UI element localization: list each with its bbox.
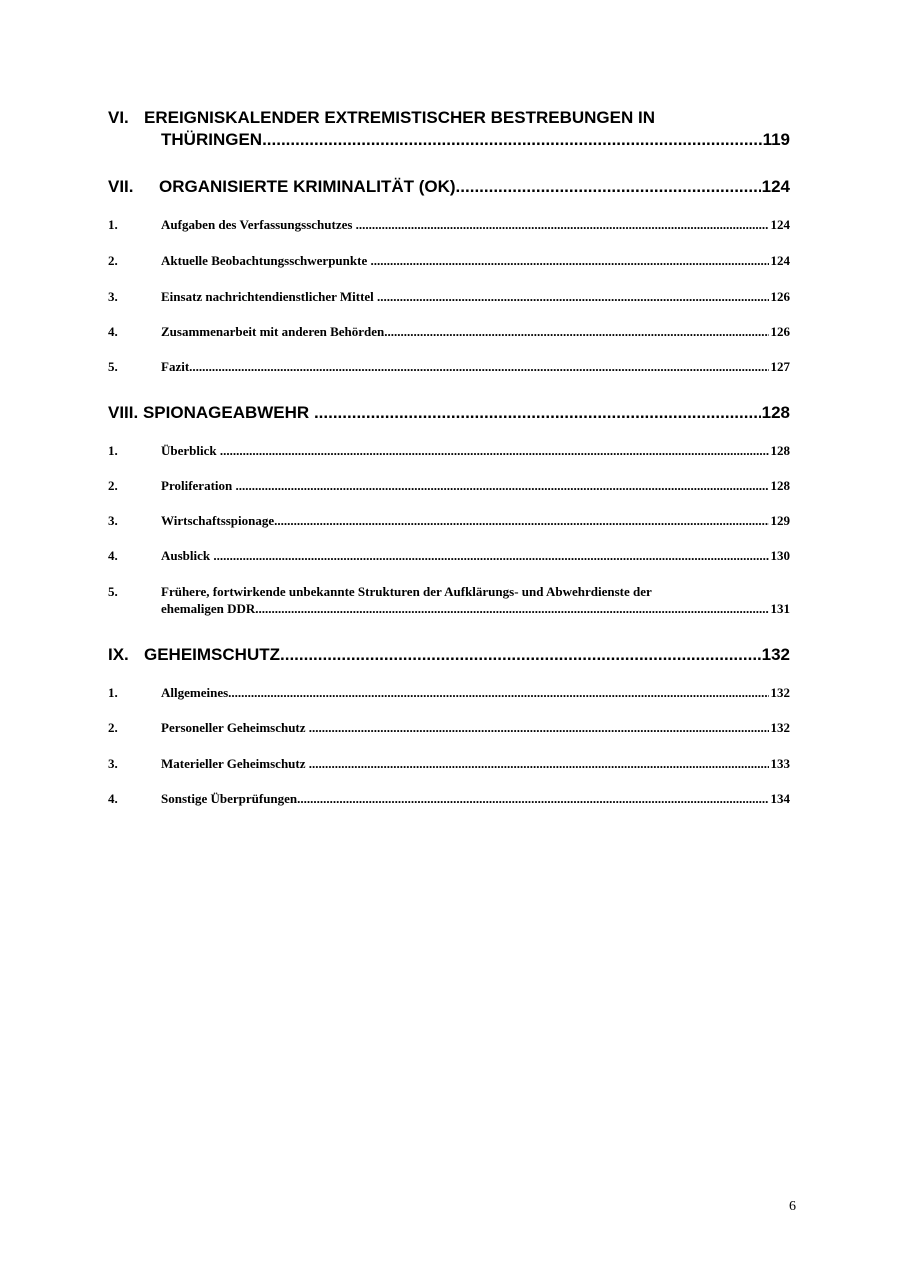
item-number: 3. (108, 756, 118, 771)
toc-item-ix-2[interactable] (108, 719, 790, 736)
chapter-title-line (159, 176, 790, 198)
item-number: 3. (108, 289, 118, 304)
item-number: 1. (108, 443, 118, 458)
item-page: 129 (770, 513, 790, 528)
chapter-title-text: GEHEIMSCHUTZ (144, 645, 280, 664)
item-number: 2. (108, 253, 118, 268)
item-title: Zusammenarbeit mit anderen Behörden (161, 324, 385, 339)
toc-item-ix-4[interactable] (108, 790, 790, 807)
chapter-title-line (108, 402, 790, 424)
item-number: 4. (108, 324, 118, 339)
item-title-line1: Frühere, fortwirkende unbekannte Strukturen der Aufklärungs- und Abwehrdienste der (161, 584, 652, 599)
item-number: 5. (108, 359, 118, 374)
toc-item-viii-2[interactable] (108, 477, 790, 494)
toc-item-vii-2[interactable] (108, 252, 790, 269)
item-number: 5. (108, 584, 118, 599)
item-title-line2: ehemaligen DDR (161, 601, 256, 616)
toc-item-vii-5[interactable] (108, 358, 790, 375)
page-number: 6 (789, 1199, 796, 1214)
chapter-title-line2 (161, 129, 790, 151)
chapter-page: 132 (761, 645, 790, 664)
item-title: Personeller Geheimschutz (161, 720, 306, 735)
item-number: 3. (108, 513, 118, 528)
item-page: 132 (770, 720, 790, 735)
item-title: Aktuelle Beobachtungsschwerpunkte (161, 253, 368, 268)
item-title: Ausblick (161, 548, 211, 563)
chapter-title-text: ORGANISIERTE KRIMINALITÄT (OK) (159, 177, 456, 196)
item-page: 132 (770, 685, 790, 700)
chapter-title-line (144, 644, 790, 666)
toc-item-ix-1[interactable] (108, 684, 790, 701)
chapter-title-text: THÜRINGEN (161, 130, 263, 149)
item-number: 2. (108, 720, 118, 735)
toc-item-viii-5[interactable] (108, 583, 790, 617)
toc-chapter-ix[interactable] (108, 644, 790, 666)
chapter-page: 119 (762, 130, 790, 149)
item-page: 134 (770, 791, 790, 806)
item-page: 130 (770, 548, 790, 563)
item-title: Überblick (161, 443, 217, 458)
item-title: Wirtschaftsspionage (161, 513, 275, 528)
chapter-page: 128 (761, 403, 790, 422)
item-page: 127 (770, 359, 790, 374)
toc-item-viii-4[interactable] (108, 547, 790, 564)
item-number: 2. (108, 478, 118, 493)
item-page: 126 (770, 289, 790, 304)
item-title: Materieller Geheimschutz (161, 756, 306, 771)
item-page: 128 (770, 478, 790, 493)
chapter-title-text: SPIONAGEABWEHR (142, 403, 310, 422)
item-number: 1. (108, 685, 118, 700)
item-number: 4. (108, 548, 118, 563)
item-number: 1. (108, 217, 118, 232)
chapter-page: 124 (761, 177, 790, 196)
item-title: Proliferation (161, 478, 233, 493)
toc-item-vii-1[interactable] (108, 216, 790, 233)
item-page: 128 (770, 443, 790, 458)
item-page: 133 (770, 756, 790, 771)
toc-item-vii-4[interactable] (108, 323, 790, 340)
item-title: Sonstige Überprüfungen (161, 791, 298, 806)
item-title: Aufgaben des Verfassungsschutzes (161, 217, 353, 232)
toc-chapter-vii[interactable] (108, 176, 790, 198)
chapter-number: IX. (108, 645, 129, 664)
item-title: Fazit (161, 359, 190, 374)
item-page: 126 (770, 324, 790, 339)
item-title: Allgemeines (161, 685, 229, 700)
item-title: Einsatz nachrichtendienstlicher Mittel (161, 289, 374, 304)
toc-chapter-viii[interactable] (108, 402, 790, 424)
toc-item-vii-3[interactable] (108, 288, 790, 305)
chapter-title-line1: EREIGNISKALENDER EXTREMISTISCHER BESTREBUNGEN IN (144, 108, 655, 127)
item-page: 124 (770, 253, 790, 268)
item-page: 131 (770, 601, 790, 616)
toc-item-ix-3[interactable] (108, 755, 790, 772)
toc-item-viii-3[interactable] (108, 512, 790, 529)
chapter-number: VIII. (108, 403, 139, 422)
item-number: 4. (108, 791, 118, 806)
toc-item-viii-1[interactable] (108, 442, 790, 459)
toc-chapter-vi[interactable] (108, 107, 790, 151)
item-page: 124 (770, 217, 790, 232)
chapter-number: VI. (108, 108, 129, 127)
chapter-number: VII. (108, 177, 134, 196)
